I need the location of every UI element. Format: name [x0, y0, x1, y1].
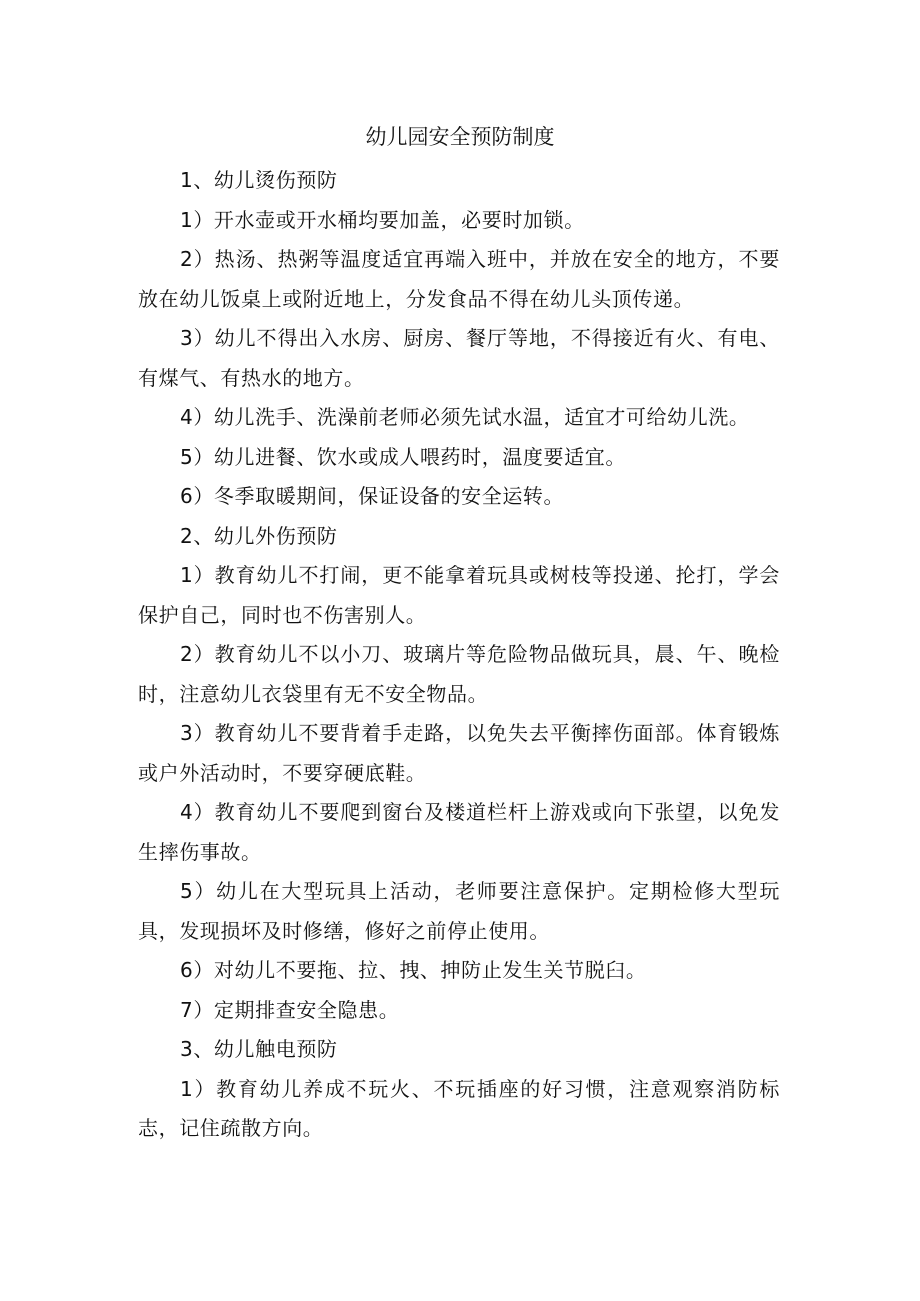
section-heading: 1、幼儿烫伤预防: [180, 168, 338, 192]
paragraph: 2）热汤、热粥等温度适宜再端入班中，并放在安全的地方，不要放在幼儿饭桌上或附近地上，分发食品不得在幼儿头顶传递。: [138, 247, 780, 311]
paragraph: 5）幼儿在大型玩具上活动，老师要注意保护。定期检修大型玩具，发现损坏及时修缮，修好之前停止使用。: [138, 879, 780, 943]
paragraph: 3）幼儿不得出入水房、厨房、餐厅等地，不得接近有火、有电、有煤气、有热水的地方。: [138, 326, 780, 390]
paragraph: 7）定期排查安全隐患。: [180, 997, 400, 1022]
paragraph: 2）教育幼儿不以小刀、玻璃片等危险物品做玩具，晨、午、晚检时，注意幼儿衣袋里有无不安全物品。: [138, 642, 780, 706]
document-body: [138, 161, 780, 1149]
paragraph: 3）教育幼儿不要背着手走路，以免失去平衡摔伤面部。体育锻炼或户外活动时，不要穿硬底鞋。: [138, 721, 780, 785]
paragraph: 4）幼儿洗手、洗澡前老师必须先试水温，适宜才可给幼儿洗。: [180, 405, 750, 429]
paragraph: 4）教育幼儿不要爬到窗台及楼道栏杆上游戏或向下张望，以免发生摔伤事故。: [138, 800, 780, 864]
paragraph: 6）对幼儿不要拖、拉、拽、抻防止发生关节脱臼。: [180, 958, 647, 982]
paragraph: 1）教育幼儿养成不玩火、不玩插座的好习惯，注意观察消防标志，记住疏散方向。: [138, 1076, 780, 1140]
document-title: 幼儿园安全预防制度: [365, 125, 555, 149]
section-heading: 3、幼儿触电预防: [180, 1037, 338, 1061]
paragraph: 6）冬季取暖期间，保证设备的安全运转。: [180, 484, 565, 508]
section-heading: 2、幼儿外伤预防: [180, 523, 338, 548]
paragraph: 5）幼儿进餐、饮水或成人喂药时，温度要适宜。: [180, 444, 626, 469]
paragraph: 1）开水壶或开水桶均要加盖，必要时加锁。: [180, 207, 585, 232]
paragraph: 1）教育幼儿不打闹，更不能拿着玩具或树枝等投递、抡打，学会保护自己，同时也不伤害别人。: [138, 563, 780, 627]
